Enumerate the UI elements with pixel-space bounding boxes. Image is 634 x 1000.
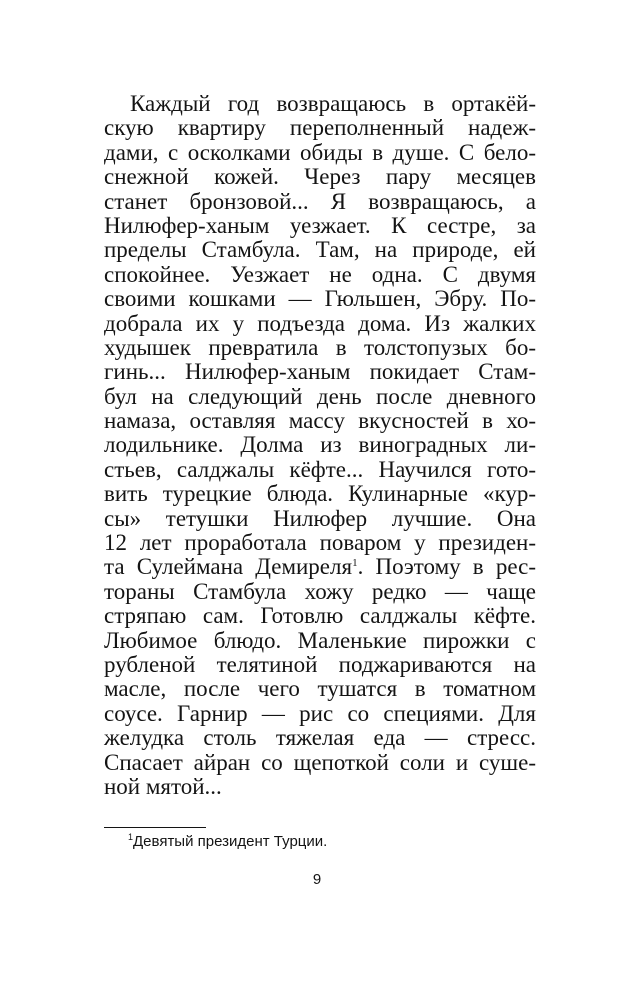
footnote (128, 832, 327, 852)
text-line-29: ной мятой... (104, 773, 222, 799)
text-line-20-head: та Сулеймана Демиреля (104, 554, 353, 580)
text-line-1: Каждый год возвращаюсь в ортакёй- (130, 91, 536, 116)
main-text (104, 92, 536, 799)
text-line-24: рубленой телятиной поджариваются на (104, 651, 536, 677)
text-line-19: 12 лет проработала поваром у президен- (104, 530, 536, 556)
text-line-22: стряпаю сам. Готовлю салджалы кёфте. (104, 603, 536, 629)
text-line-8: спокойнее. Уезжает не одна. С двумя (104, 261, 536, 287)
text-line-18: сы» тетушки Нилюфер лучшие. Она (104, 505, 536, 531)
text-line-28: Спасает айран со щепоткой соли и суше- (104, 749, 536, 775)
page-number: 9 (312, 871, 322, 888)
text-line-23: Любимое блюдо. Маленькие пирожки с (104, 627, 536, 653)
footnote-reference[interactable]: 1 (352, 557, 358, 570)
footnote-text: Девятый президент Турции. (133, 833, 328, 850)
text-line-27: желудка столь тяжелая еда — стресс. (104, 725, 536, 751)
text-line-11: худышек превратила в толстопузых бо- (104, 334, 536, 360)
text-line-25: масле, после чего тушатся в томатном (104, 676, 536, 702)
text-line-6: Нилюфер-ханым уезжает. К сестре, за (104, 212, 536, 238)
text-line-16: стьев, салджалы кёфте... Научился гото- (104, 456, 536, 482)
text-line-20 (104, 555, 536, 579)
footnote-separator (104, 827, 206, 828)
text-line-15: лодильнике. Долма из виноградных ли- (104, 432, 536, 458)
footnote-marker: 1 (128, 832, 134, 842)
text-line-13: бул на следующий день после дневного (104, 383, 536, 409)
text-line-3: дами, с осколками обиды в душе. С бело- (104, 139, 536, 165)
text-line-5: станет бронзовой... Я возвращаюсь, а (104, 188, 536, 214)
text-line-21: тораны Стамбула хожу редко — чаще (104, 578, 536, 604)
text-line-7: пределы Стамбула. Там, на природе, ей (104, 237, 536, 263)
text-line-20-tail: . Поэтому в рес- (357, 554, 536, 580)
text-line-26: соусе. Гарнир — рис со специями. Для (104, 700, 536, 726)
text-line-14: намаза, оставляя массу вкусностей в хо- (104, 408, 536, 434)
text-line-4: снежной кожей. Через пару месяцев (104, 164, 536, 190)
text-line-10: добрала их у подъезда дома. Из жалких (104, 310, 536, 336)
text-line-12: гинь... Нилюфер-ханым покидает Стам- (104, 359, 536, 385)
text-line-2: скую квартиру переполненный надеж- (104, 115, 536, 141)
text-line-17: вить турецкие блюда. Кулинарные «кур- (104, 481, 536, 507)
text-line-9: своими кошками — Гюльшен, Эбру. По- (104, 286, 536, 312)
